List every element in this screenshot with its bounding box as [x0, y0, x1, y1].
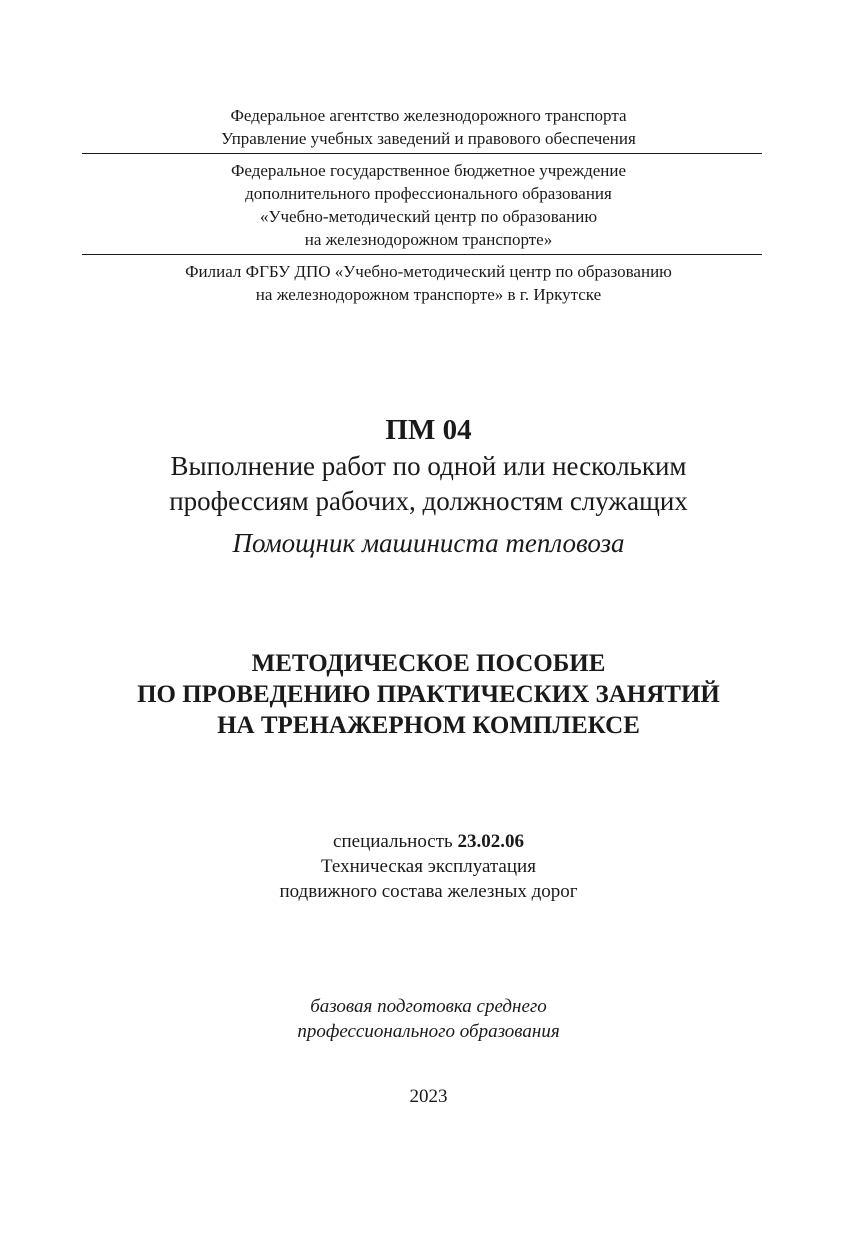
- publication-year: [0, 1084, 857, 1109]
- header-divider-bottom: [82, 254, 762, 255]
- agency-line: Федеральное агентство железнодорожного транспорта: [230, 106, 627, 125]
- institution-line-4: на железнодорожном транспорте»: [304, 230, 553, 249]
- document-title-line-1: МЕТОДИЧЕСКОЕ ПОСОБИЕ: [251, 650, 606, 677]
- institution-header: [0, 159, 857, 251]
- institution-line-2: дополнительного профессионального образования: [245, 184, 612, 203]
- department-line: Управление учебных заведений и правового обеспечения: [221, 129, 636, 148]
- specialty-name-line-2: подвижного состава железных дорог: [279, 881, 578, 902]
- module-title-line-1: Выполнение работ по одной или нескольким: [170, 451, 687, 481]
- education-level-line-2: профессионального образования: [297, 1021, 560, 1042]
- branch-header: [0, 260, 857, 306]
- module-code: [0, 411, 857, 449]
- specialty-block: [0, 829, 857, 904]
- specialty-label: специальность: [333, 831, 458, 852]
- module-title: [0, 449, 857, 519]
- document-title-line-3: НА ТРЕНАЖЕРНОМ КОМПЛЕКСЕ: [217, 712, 640, 739]
- document-title-line-2: ПО ПРОВЕДЕНИЮ ПРАКТИЧЕСКИХ ЗАНЯТИЙ: [137, 681, 720, 708]
- branch-line-2: на железнодорожном транспорте» в г. Иркутске: [255, 285, 602, 304]
- institution-line-3: «Учебно-методический центр по образованию: [259, 207, 598, 226]
- specialty-name-line-1: Техническая эксплуатация: [321, 856, 536, 877]
- agency-header: [0, 104, 857, 150]
- education-level-line-1: базовая подготовка среднего: [310, 996, 547, 1017]
- document-title: [0, 648, 857, 741]
- branch-line-1: Филиал ФГБУ ДПО «Учебно-методический центр по образованию: [185, 262, 672, 281]
- profession-title: [0, 525, 857, 561]
- module-title-line-2: профессиям рабочих, должностям служащих: [169, 486, 688, 516]
- specialty-line: [0, 829, 857, 854]
- year-text: 2023: [409, 1086, 448, 1107]
- education-level: [0, 994, 857, 1044]
- profession-text: Помощник машиниста тепловоза: [232, 528, 625, 558]
- institution-line-1: Федеральное государственное бюджетное учреждение: [230, 161, 627, 180]
- module-code-text: ПМ 04: [385, 414, 472, 446]
- header-divider-top: [82, 153, 762, 154]
- specialty-code: 23.02.06: [457, 831, 524, 852]
